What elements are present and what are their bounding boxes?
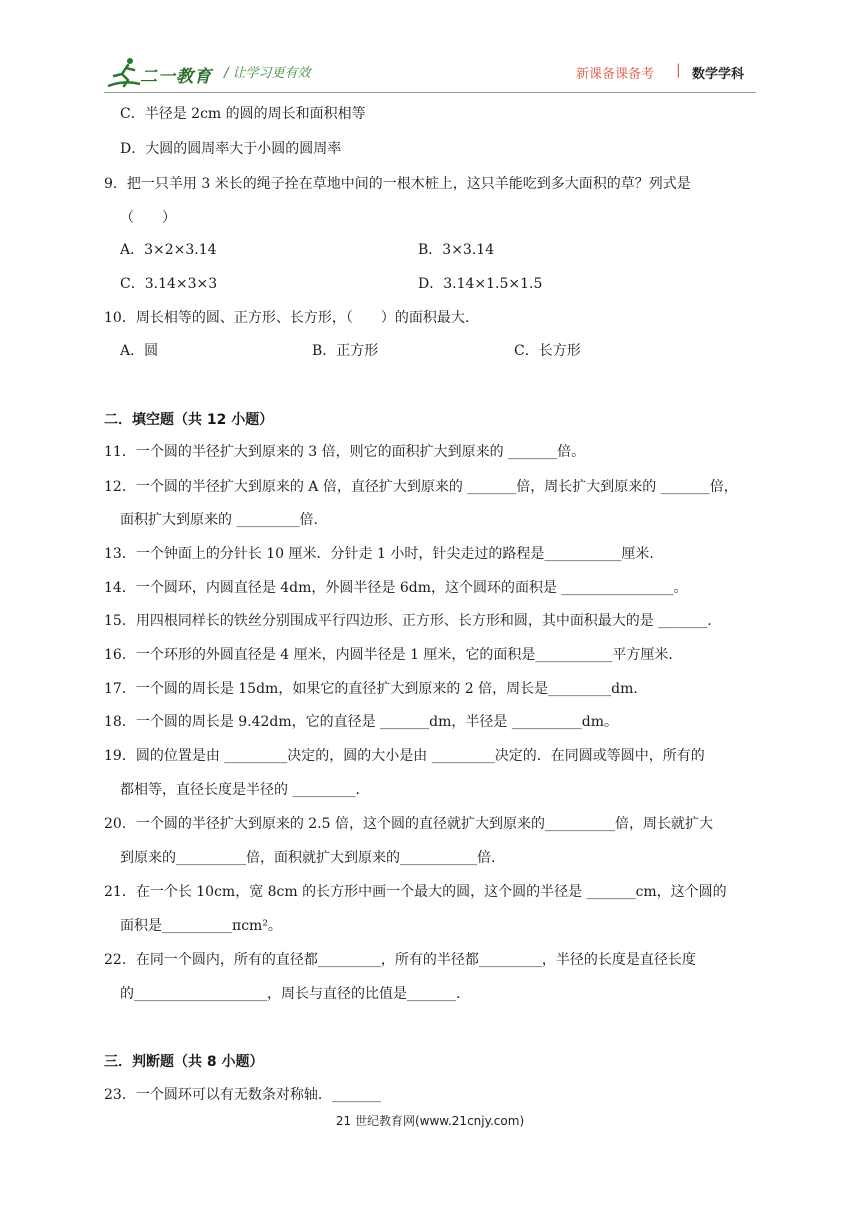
page-header <box>0 0 860 100</box>
question-21: 21．在一个长 10cm，宽 8cm 的长方形中画一个最大的圆，这个圆的半径是 _______cm，这个圆的 <box>104 884 727 900</box>
question-10-option-b: B．正方形 <box>312 343 379 359</box>
logo-text: 二一教育 <box>140 67 212 87</box>
question-15: 15．用四根同样长的铁丝分别围成平行四边形、正方形、长方形和圆，其中面积最大的是 _______. <box>104 613 712 629</box>
header-subject: 数学学科 <box>692 67 745 82</box>
question-9-option-d: D．3.14×1.5×1.5 <box>418 276 543 292</box>
question-22-continued: 的___________________，周长与直径的比值是_______. <box>120 986 461 1002</box>
question-21-continued: 面积是__________πcm²。 <box>120 918 282 934</box>
section-heading-fill-in: 二．填空题（共 12 小题） <box>104 412 274 428</box>
header-divider <box>104 92 756 93</box>
section-heading-true-false: 三．判断题（共 8 小题） <box>104 1054 264 1070</box>
header-tagline: 新课备课备考 <box>576 67 655 82</box>
question-9-option-a: A．3×2×3.14 <box>120 242 217 258</box>
header-slogan: / 让学习更有效 <box>224 66 311 81</box>
question-20-continued: 到原来的__________倍，面积就扩大到原来的___________倍. <box>120 850 496 866</box>
question-9-option-c: C．3.14×3×3 <box>120 276 218 292</box>
question-23: 23．一个圆环可以有无数条对称轴．_______ <box>104 1087 381 1103</box>
question-9-parentheses: （ ） <box>120 210 176 226</box>
question-12-continued: 面积扩大到原来的 _________倍. <box>120 512 318 528</box>
question-10-option-a: A．圆 <box>120 343 159 359</box>
header-separator: | <box>676 62 681 78</box>
question-10-option-c: C．长方形 <box>514 343 581 359</box>
question-10: 10．周长相等的圆、正方形、长方形，（ ）的面积最大. <box>104 310 470 326</box>
question-16: 16．一个环形的外圆直径是 4 厘米，内圆半径是 1 厘米，它的面积是___________平方厘米. <box>104 647 673 663</box>
question-9: 9．把一只羊用 3 米长的绳子拴在草地中间的一根木桩上，这只羊能吃到多大面积的草？列式是 <box>104 176 691 192</box>
question-19-continued: 都相等，直径长度是半径的 _________. <box>120 782 360 798</box>
question-9-option-b: B．3×3.14 <box>418 242 495 258</box>
question-13: 13．一个钟面上的分针长 10 厘米．分针走 1 小时，针尖走过的路程是___________厘米. <box>104 546 654 562</box>
question-8-option-c: C．半径是 2cm 的圆的周长和面积相等 <box>120 106 366 122</box>
question-18: 18．一个圆的周长是 9.42dm，它的直径是 _______dm，半径是 __________dm。 <box>104 714 619 730</box>
question-19: 19．圆的位置是由 _________决定的，圆的大小是由 _________决定的．在同圆或等圆中，所有的 <box>104 748 705 764</box>
question-14: 14．一个圆环，内圆直径是 4dm，外圆半径是 6dm，这个圆环的面积是 ________________。 <box>104 580 688 596</box>
question-8-option-d: D．大圆的圆周率大于小圆的圆周率 <box>120 141 342 157</box>
page-footer: 21 世纪教育网(www.21cnjy.com) <box>335 1114 525 1128</box>
question-17: 17．一个圆的周长是 15dm，如果它的直径扩大到原来的 2 倍，周长是_________dm. <box>104 681 638 697</box>
question-22: 22．在同一个圆内，所有的直径都_________，所有的半径都_________，半径的长度是直径长度 <box>104 952 696 968</box>
question-20: 20．一个圆的半径扩大到原来的 2.5 倍，这个圆的直径就扩大到原来的__________倍，周长就扩大 <box>104 816 713 832</box>
question-11: 11．一个圆的半径扩大到原来的 3 倍，则它的面积扩大到原来的 _______倍。 <box>104 444 586 460</box>
question-12: 12．一个圆的半径扩大到原来的 A 倍，直径扩大到原来的 _______倍，周长扩大到原来的 _______倍， <box>104 479 738 495</box>
